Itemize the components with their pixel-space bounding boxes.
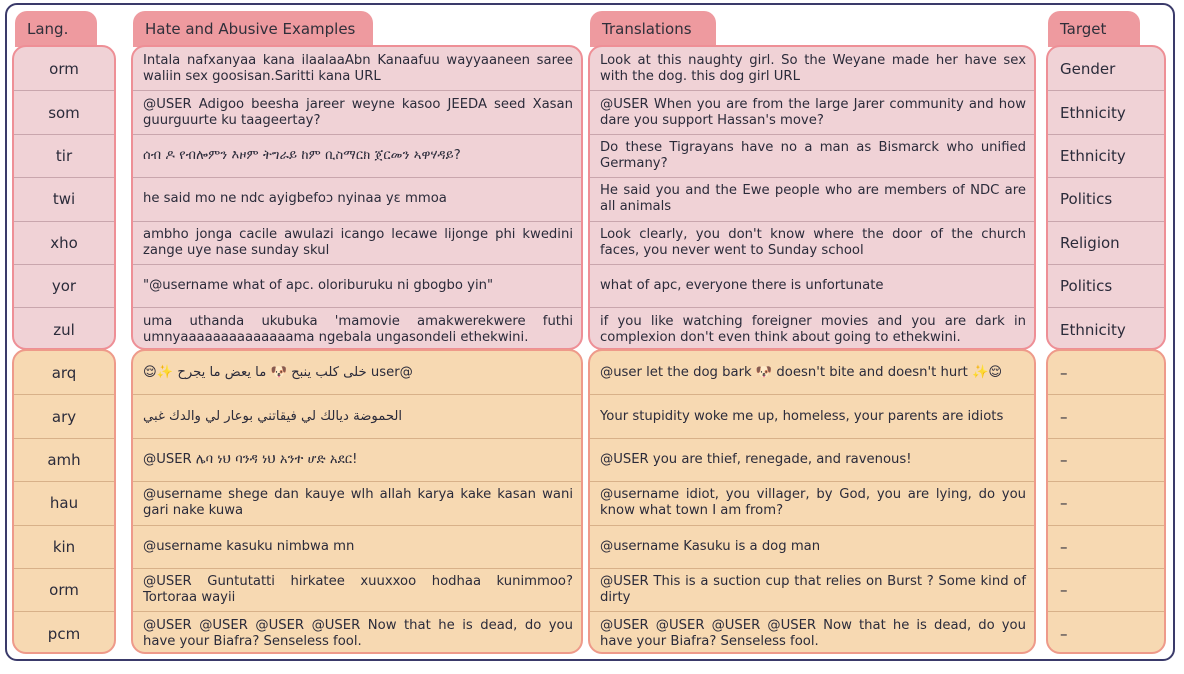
target-cell-text: – [1060,494,1068,513]
translation-cell [590,47,1034,90]
translation-cell-text: He said you and the Ewe people who are members of NDC are all animals [600,183,1026,215]
lang-cell-text: amh [47,450,81,469]
lang-cell-text: arq [51,363,77,382]
lang-cell [14,394,114,437]
lang-cell [14,47,114,90]
translation-cell [590,307,1034,350]
target-cell-text: Gender [1060,59,1116,78]
lang-cell [14,221,114,264]
example-cell [133,351,581,394]
target-cell-text: Ethnicity [1060,320,1126,339]
target-cell-text: Politics [1060,190,1113,209]
lang-cell-text: yor [51,277,77,296]
header-target: Target [1048,11,1140,47]
translation-cell [590,438,1034,481]
target-cell-text: – [1060,581,1068,600]
translation-cell-text: @user let the dog bark 🐶 doesn't bite and doesn't hurt ✨😌 [600,364,1003,380]
example-cell [133,438,581,481]
translation-cell-text: @USER you are thief, renegade, and ravenous! [600,451,912,467]
example-cell-text: ሰብ ዶ የብሎምን እዞም ትግራይ ከም ቢስማርክ ጀርመን ኣዋሃዳይ? [143,147,461,163]
example-cell-text: he said mo ne ndc ayigbefoɔ nyinaa yɛ mmoa [143,191,447,207]
translation-cell-text: @USER This is a suction cup that relies on Burst ? Some kind of dirty [600,574,1026,606]
header-translations: Translations [590,11,716,47]
lang-cell [14,611,114,654]
target-cell-text: Politics [1060,277,1113,296]
translation-cell-text: Do these Tigrayans have no a man as Bismarck who unified Germany? [600,139,1026,171]
example-cell [133,134,581,177]
translation-cell [590,221,1034,264]
lang-group-unlabeled [12,349,116,654]
example-cell-text: uma uthanda ukubuka 'mamovie amakwerekwere futhi umnyaaaaaaaaaaaaaama ngebala ungasondeli ethekwini. [143,313,573,345]
lang-cell [14,134,114,177]
translations-group-labeled [588,45,1036,350]
lang-cell-text: twi [52,190,76,209]
lang-cell [14,525,114,568]
target-group-unlabeled [1046,349,1166,654]
target-cell [1048,394,1164,437]
target-cell-text: Religion [1060,233,1120,252]
lang-cell-text: tir [55,146,73,165]
example-cell [133,177,581,220]
target-cell-text: – [1060,363,1068,382]
example-cell [133,568,581,611]
lang-cell [14,307,114,350]
target-cell [1048,90,1164,133]
lang-cell-text: orm [49,581,79,600]
target-cell [1048,177,1164,220]
target-cell [1048,568,1164,611]
target-cell-text: Ethnicity [1060,146,1126,165]
target-cell [1048,611,1164,654]
target-group-labeled [1046,45,1166,350]
lang-cell-text: zul [53,320,75,339]
example-cell [133,525,581,568]
examples-group-labeled [131,45,583,350]
translation-cell [590,90,1034,133]
target-cell [1048,351,1164,394]
example-cell [133,47,581,90]
translation-cell [590,481,1034,524]
target-cell-text: Ethnicity [1060,103,1126,122]
example-cell-text: @USER Adigoo beesha jareer weyne kasoo JEEDA seed Xasan guurguurte ku taageertay? [143,96,573,128]
translation-cell [590,394,1034,437]
target-cell-text: – [1060,624,1068,643]
translations-group-unlabeled [588,349,1036,654]
translation-cell-text: what of apc, everyone there is unfortunate [600,278,884,294]
lang-cell-text: orm [49,59,79,78]
translation-cell-text: Look at this naughty girl. So the Weyane made her have sex with the dog. this dog girl URL [600,52,1026,84]
translation-cell [590,134,1034,177]
translation-cell [590,568,1034,611]
lang-cell-text: som [48,103,80,122]
example-cell-text: "@username what of apc. oloriburuku ni gbogbo yin" [143,278,494,294]
translation-cell [590,177,1034,220]
translation-cell-text: @USER @USER @USER @USER Now that he is dead, do you have your Biafra? Senseless fool. [600,617,1026,649]
target-cell [1048,525,1164,568]
lang-cell-text: kin [52,537,76,556]
target-cell [1048,307,1164,350]
example-cell-text: @username kasuku nimbwa mn [143,538,355,554]
translation-cell-text: @USER When you are from the large Jarer community and how dare you support Hassan's move? [600,96,1026,128]
target-cell [1048,438,1164,481]
lang-cell-text: pcm [47,624,81,643]
translation-cell-text: Look clearly, you don't know where the door of the church faces, you never went to Sunday school [600,226,1026,258]
example-cell-text: @USER @USER @USER @USER Now that he is dead, do you have your Biafra? Senseless fool. [143,617,573,649]
example-cell [133,90,581,133]
lang-cell [14,481,114,524]
translation-cell [590,351,1034,394]
target-cell-text: – [1060,450,1068,469]
lang-cell-text: hau [49,494,79,513]
example-cell-text: Intala nafxanyaa kana ilaalaaAbn Kanaafuu wayyaaneen saree waliin sex goosisan.Saritti kana URL [143,52,573,84]
target-cell-text: – [1060,537,1068,556]
target-cell [1048,47,1164,90]
translation-cell [590,264,1034,307]
target-cell [1048,481,1164,524]
header-lang: Lang. [15,11,97,47]
target-cell-text: – [1060,407,1068,426]
example-cell-text: @USER ሌባ ነህ ባንዳ ነህ አንተ ሆድ አደር! [143,451,358,467]
lang-cell [14,90,114,133]
translation-cell-text: Your stupidity woke me up, homeless, your parents are idiots [600,408,1004,424]
example-cell-text: @username shege dan kauye wlh allah karya kake kasan wani gari nake kuwa [143,487,573,519]
translation-cell [590,611,1034,654]
lang-cell [14,568,114,611]
examples-group-unlabeled [131,349,583,654]
example-cell-text: @USER Guntutatti hirkatee xuuxxoo hodhaa kunimmoo? Tortoraa wayii [143,574,573,606]
translation-cell-text: @username idiot, you villager, by God, you are lying, do you know what town I am from? [600,487,1026,519]
lang-cell-text: ary [51,407,77,426]
lang-cell [14,351,114,394]
example-cell [133,264,581,307]
translation-cell [590,525,1034,568]
lang-cell [14,177,114,220]
example-cell [133,307,581,350]
lang-cell [14,264,114,307]
example-cell [133,221,581,264]
lang-group-labeled [12,45,116,350]
example-cell-text: الحموضة ديالك لي فيقاتني بوعار لي والدك غبي [143,408,403,424]
lang-cell-text: xho [50,233,78,252]
translation-cell-text: if you like watching foreigner movies and you are dark in complexion don't even think about going to ethekwini. [600,313,1026,345]
lang-cell [14,438,114,481]
translation-cell-text: @username Kasuku is a dog man [600,538,821,554]
header-examples: Hate and Abusive Examples [133,11,373,47]
example-cell-text: ambho jonga cacile awulazi icango lecawe lijonge phi kwedini zange uye nase sunday skul [143,226,573,258]
target-cell [1048,264,1164,307]
target-cell [1048,221,1164,264]
example-cell-text: @user خلى كلب ينبح 🐶 ما يعض ما يجرح ✨😌 [143,364,413,380]
example-cell [133,394,581,437]
example-cell [133,481,581,524]
target-cell [1048,134,1164,177]
example-cell [133,611,581,654]
